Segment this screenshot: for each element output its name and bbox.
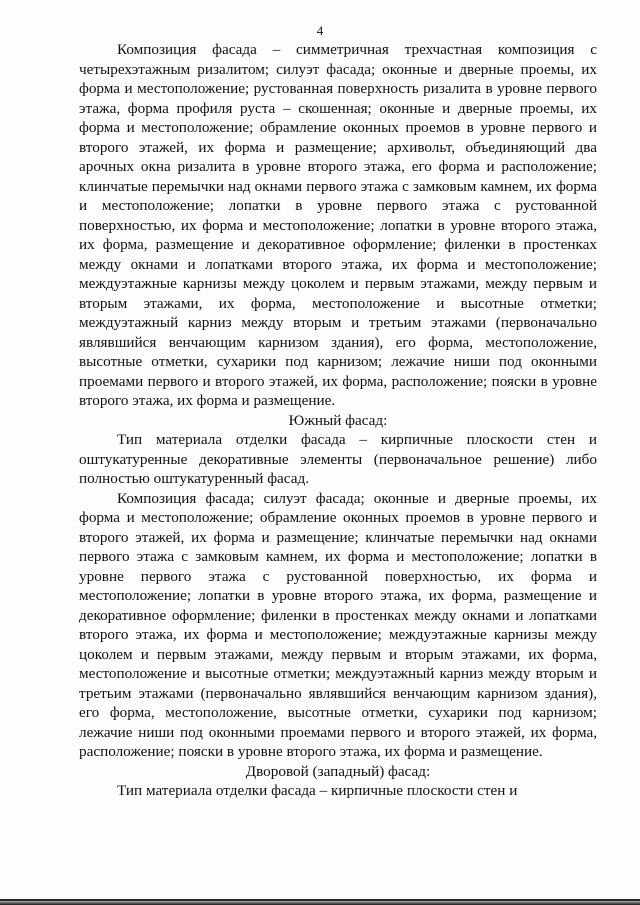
page-number: 4 xyxy=(316,23,324,38)
document-body xyxy=(79,40,597,801)
paragraph-west-facade-material: Тип материала отделки фасада – кирпичные плоскости стен и xyxy=(117,782,518,799)
heading-west-facade: Дворовой (западный) фасад: xyxy=(245,762,431,780)
heading-south-facade: Южный фасад: xyxy=(288,411,388,429)
paragraph-south-facade-composition: Композиция фасада; силуэт фасада; оконные и дверные проемы, их форма и местоположение; обрамление оконных проемов в уровне первого и второго этажей, их форма и размещение; клинчатые перемычки над окнами первого этажа с замковым камнем, их форма и местоположение; лопатки в уровне первого этажа с рустованной поверхностью, их форма и местоположение; лопатки в уровне второго этажа, их форма, размещение и декоративное оформление; филенки в простенках между окнами и лопатками второго этажа, их форма и местоположение; междуэтажные карнизы между цоколем и первым этажами, между первым и вторым этажами, их форма, местоположение и высотные отметки; междуэтажный карниз между вторым и третьим этажами (первоначально являвшийся венчающим карнизом здания), его форма, местоположение, высотные отметки, сухарики под карнизом; лежачие ниши под оконными проемами первого и второго этажей, их форма, расположение; пояски в уровне второго этажа, их форма и размещение. xyxy=(79,489,597,760)
scan-bottom-edge xyxy=(0,899,640,905)
paragraph-main-facade-composition: Композиция фасада – симметричная трехчастная композиция с четырехэтажным ризалитом; силуэт фасада; оконные и дверные проемы, их форма и местоположение; рустованная поверхность ризалита в уровне первого этажа, форма профиля руста – скошенная; оконные и дверные проемы, их форма и местоположение; обрамление оконных проемов в уровне первого и второго этажей, их форма и размещение; архивольт, объединяющий два арочных окна ризалита в уровне второго этажа, его форма и расположение; клинчатые перемычки над окнами первого этажа с замковым камнем, их форма и местоположение; лопатки в уровне первого этажа с рустованной поверхностью, их форма и местоположение; лопатки в уровне второго этажа, их форма, размещение и декоративное оформление; филенки в простенках между окнами и лопатками второго этажа, их форма и местоположение; междуэтажные карнизы между цоколем и первым этажами, между первым и вторым этажами, их форма, местоположение и высотные отметки; междуэтажный карниз между вторым и третьим этажами (первоначально являвшийся венчающим карнизом здания), его форма, местоположение, высотные отметки, сухарики под карнизом; лежачие ниши под оконными проемами первого и второго этажей, их форма, расположение; пояски в уровне второго этажа, их форма и размещение. xyxy=(79,41,597,409)
paragraph-south-facade-material: Тип материала отделки фасада – кирпичные плоскости стен и оштукатуренные декоративные элементы (первоначальное решение) либо полностью оштукатуренный фасад. xyxy=(79,431,597,487)
